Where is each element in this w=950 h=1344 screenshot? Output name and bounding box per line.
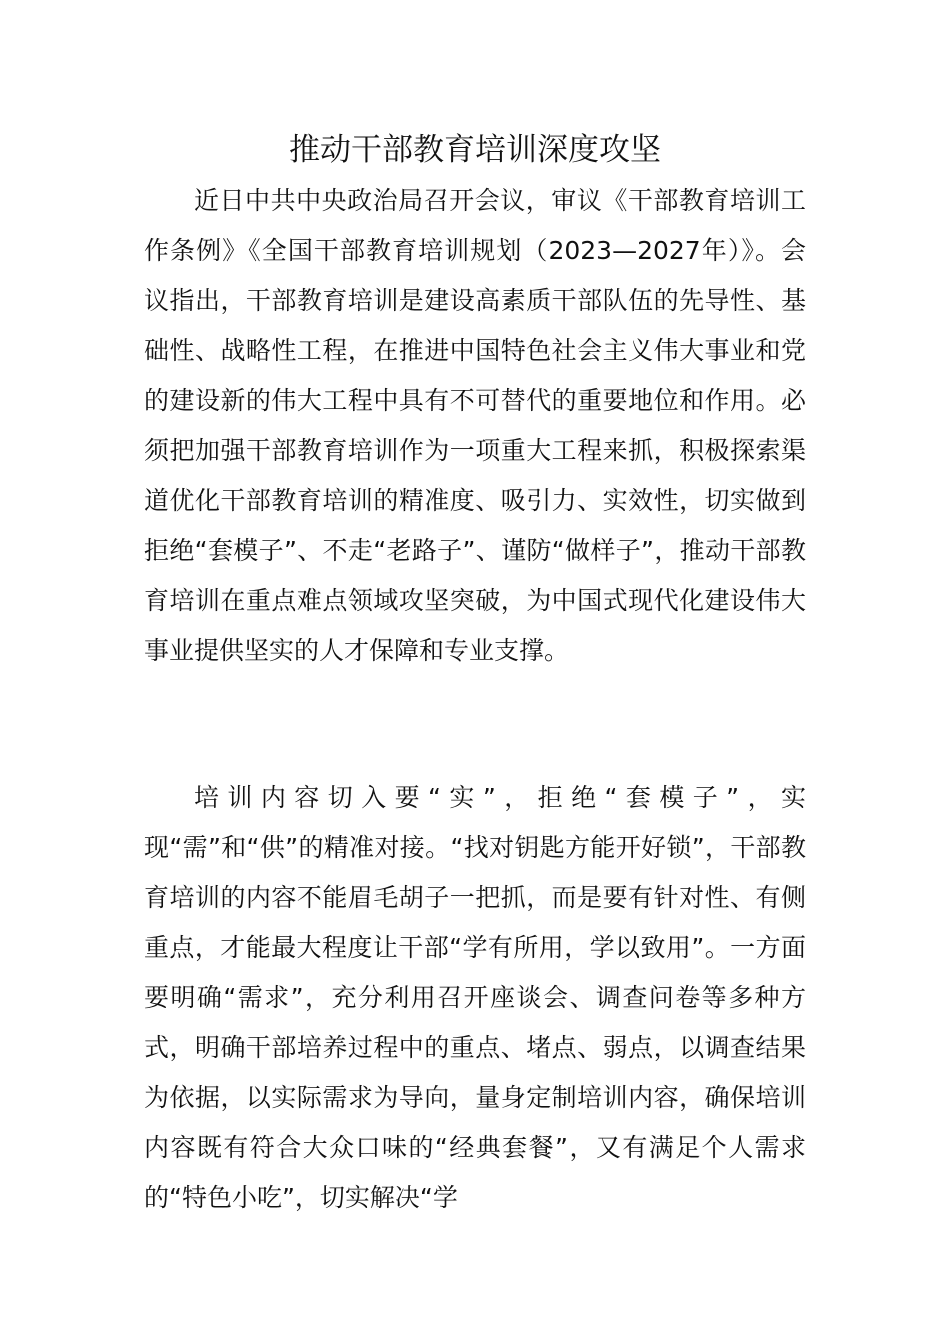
paragraph-2: 培训内容切入要“实”，拒绝“套模子”，实现“需”和“供”的精准对接。“找对钥匙方能开好锁”，干部教育培训的内容不能眉毛胡子一把抓，而是要有针对性、有侧重点，才能最大程度让干部“学有所用，学以致用”。一方面要明确“需求”，充分利用召开座谈会、调查问卷等多种方式，明确干部培养过程中的重点、堵点、弱点，以调查结果为依据，以实际需求为导向，量身定制培训内容，确保培训内容既有符合大众口味的“经典套餐”，又有满足个人需求的“特色小吃”，切实解决“学 <box>144 783 806 1212</box>
document-title: 推动干部教育培训深度攻坚 <box>289 132 661 168</box>
paragraph-1: 近日中共中央政治局召开会议，审议《干部教育培训工作条例》《全国干部教育培训规划（2023—2027年）》。会议指出，干部教育培训是建设高素质干部队伍的先导性、基础性、战略性工程，在推进中国特色社会主义伟大事业和党的建设新的伟大工程中具有不可替代的重要地位和作用。必须把加强干部教育培训作为一项重大工程来抓，积极探索渠道优化干部教育培训的精准度、吸引力、实效性，切实做到拒绝“套模子”、不走“老路子”、谨防“做样子”，推动干部教育培训在重点难点领域攻坚突破，为中国式现代化建设伟大事业提供坚实的人才保障和专业支撑。 <box>144 186 806 665</box>
